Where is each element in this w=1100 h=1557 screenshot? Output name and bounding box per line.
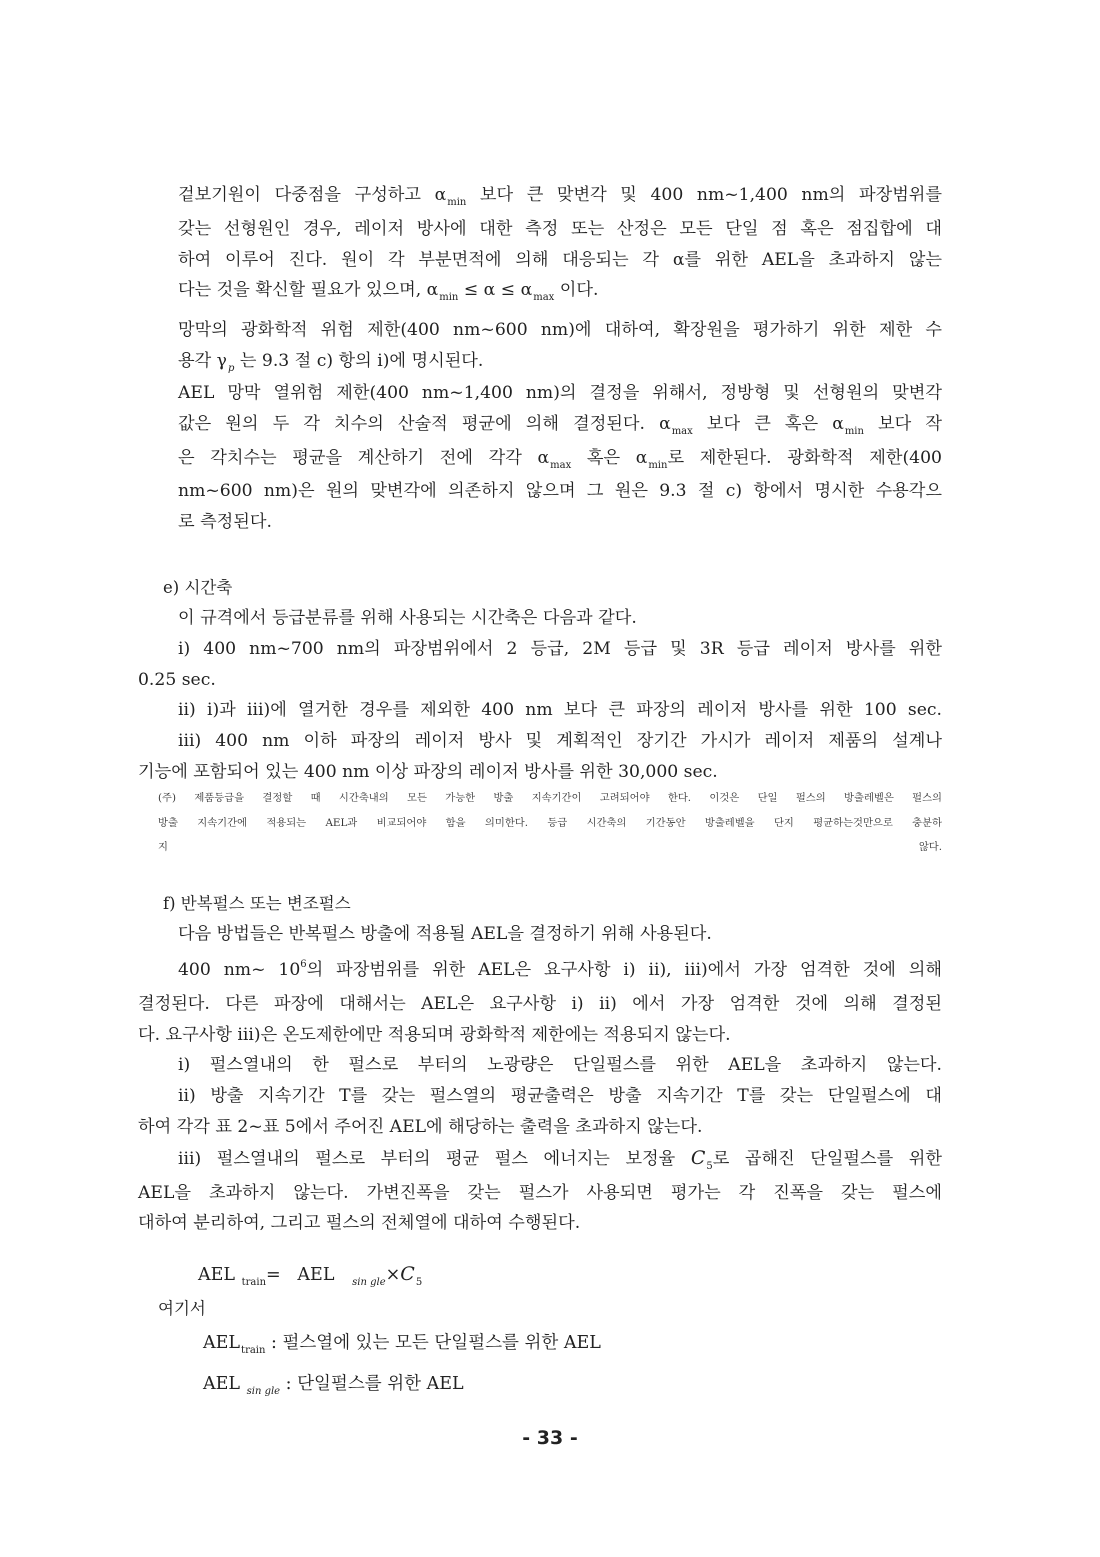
text-line: AEL 망막 열위험 제한(400 nm~1,400 nm)의 결정을 위해서, 정방형 및 선형원의 맞변각: [178, 383, 942, 403]
text-line: 겉보기원이 다중점을 구성하고 $\alpha_{min}$ 보다 큰 맞변각 및 400 nm~1,400 nm의 파장범위를: [178, 185, 943, 208]
paragraph-photochemical-limit: [158, 315, 942, 380]
text-line: 값은 원의 두 각 치수의 산술적 평균에 의해 결정된다. $\alpha_{max}$ 보다 큰 혹은 $\alpha_{min}$ 보다 작: [178, 413, 942, 437]
section-heading-time-base: e) 시간축: [163, 578, 233, 597]
text-line: i) 400 nm~700 nm의 파장범위에서 2 등급, 2M 등급 및 3R 등급 레이저 방사를 위한: [178, 638, 942, 659]
text-line: 0.25 sec.: [138, 669, 216, 690]
text-line: ii) i)과 iii)에 열거한 경우를 제외한 400 nm 보다 큰 파장의 레이저 방사를 위한 100 sec.: [178, 700, 942, 721]
definition-ael-train: $AEL_{train}$ : 펄스열에 있는 모든 단일펄스를 위한 AEL: [203, 1333, 601, 1356]
section-time-base-body: [138, 603, 942, 788]
text-line: i) 펄스열내의 한 펄스로 부터의 노광량은 단일펄스를 위한 AEL을 초과하지 않는다.: [178, 1055, 942, 1076]
definition-ael-single: AEL $_{sin gle}$ : 단일펄스를 위한 AEL: [203, 1374, 464, 1397]
text-line: 다. 요구사항 iii)은 온도제한에만 적용되며 광화학적 제한에는 적용되지 않는다.: [138, 1024, 731, 1045]
note-line: 지 않다.: [158, 841, 942, 854]
definitions-list: [203, 1324, 601, 1406]
text-line: iii) 400 nm 이하 파장의 레이저 방사 및 계획적인 장기간 가시가 레이저 제품의 설계나: [178, 731, 942, 752]
text-line: 은 각치수는 평균을 계산하기 전에 각각 $\alpha_{max}$ 혹은 $\alpha_{min}$로 제한된다. 광화학적 제한(400: [178, 447, 942, 471]
text-line: 망막의 광화학적 위험 제한(400 nm~600 nm)에 대하여, 확장원을 평가하기 위한 제한 수: [178, 320, 942, 340]
text-line: 400 nm~ $10^6$의 파장범위를 위한 AEL은 요구사항 i) ii), iii)에서 가장 엄격한 것에 의해: [178, 959, 942, 980]
section-repetitive-pulses-intro: [158, 919, 942, 950]
text-line: 하여 각각 표 2~표 5에서 주어진 AEL에 해당하는 출력을 초과하지 않는다.: [138, 1116, 703, 1137]
text-line: 결정된다. 다른 파장에 대해서는 AEL은 요구사항 i) ii) 에서 가장 엄격한 것에 의해 결정된: [138, 993, 942, 1014]
note-line: (주) 제품등급을 결정할 때 시간축내의 모든 가능한 방출 지속기간이 고려되어야 한다. 이것은 단일 펄스의 방출레벨은 펄스의: [158, 792, 942, 804]
text-line: ii) 방출 지속기간 T를 갖는 펄스열의 평균출력은 방출 지속기간 T를 갖는 단일펄스에 대: [178, 1086, 942, 1107]
text-line: iii) 펄스열내의 펄스로 부터의 평균 펄스 에너지는 보정율 $C_5$로 곱해진 단일펄스를 위한: [178, 1146, 942, 1172]
section-heading-repetitive-pulses: f) 반복펄스 또는 변조펄스: [163, 894, 351, 913]
text-line: 로 측정된다.: [178, 512, 272, 533]
text-line: 기능에 포함되어 있는 400 nm 이상 파장의 레이저 방사를 위한 30,000 sec.: [138, 761, 718, 782]
text-line: 다음 방법들은 반복펄스 방출에 적용될 AEL을 결정하기 위해 사용된다.: [178, 924, 712, 944]
page-number: - 33 -: [522, 1427, 578, 1449]
text-line: nm~600 nm)은 원의 맞변각에 의존하지 않으며 그 원은 9.3 절 c) 항에서 명시한 수용각으: [178, 481, 942, 502]
text-line: 대하여 분리하여, 그리고 펄스의 전체열에 대하여 수행된다.: [138, 1213, 581, 1234]
text-line: 용각 $\gamma_p$ 는 9.3 절 c) 항의 i)에 명시된다.: [178, 350, 484, 374]
text-line: AEL을 초과하지 않는다. 가변진폭을 갖는 펄스가 사용되면 평가는 각 진폭을 갖는 펄스에: [138, 1182, 942, 1203]
section-repetitive-pulses-body: [138, 955, 942, 1239]
text-line: 다는 것을 확신할 필요가 있으며, $\alpha_{min} \le \alpha \le \alpha_{max}$ 이다.: [178, 280, 599, 304]
text-line: 하여 이루어 진다. 원이 각 부분면적에 의해 대응되는 각 α를 위한 AEL을 초과하지 않는: [178, 249, 942, 270]
where-label: 여기서: [158, 1299, 206, 1318]
note-time-base: [158, 786, 942, 860]
text-line: 이 규격에서 등급분류를 위해 사용되는 시간축은 다음과 같다.: [178, 608, 637, 628]
note-line: 방출 지속기간에 적용되는 AEL과 비교되어야 함을 의미한다. 등급 시간축의 기간동안 방출레벨을 단지 평균하는것만으로 충분하: [158, 816, 942, 829]
formula-ael-train: AEL $_{train}$= AEL $_{sin gle}\times C_5$: [198, 1263, 423, 1288]
paragraph-apparent-source: [158, 180, 942, 309]
text-line: 갖는 선형원인 경우, 레이저 방사에 대한 측정 또는 산정은 모든 단일 점 혹은 점집합에 대: [178, 218, 942, 239]
paragraph-thermal-limit: [158, 378, 942, 538]
